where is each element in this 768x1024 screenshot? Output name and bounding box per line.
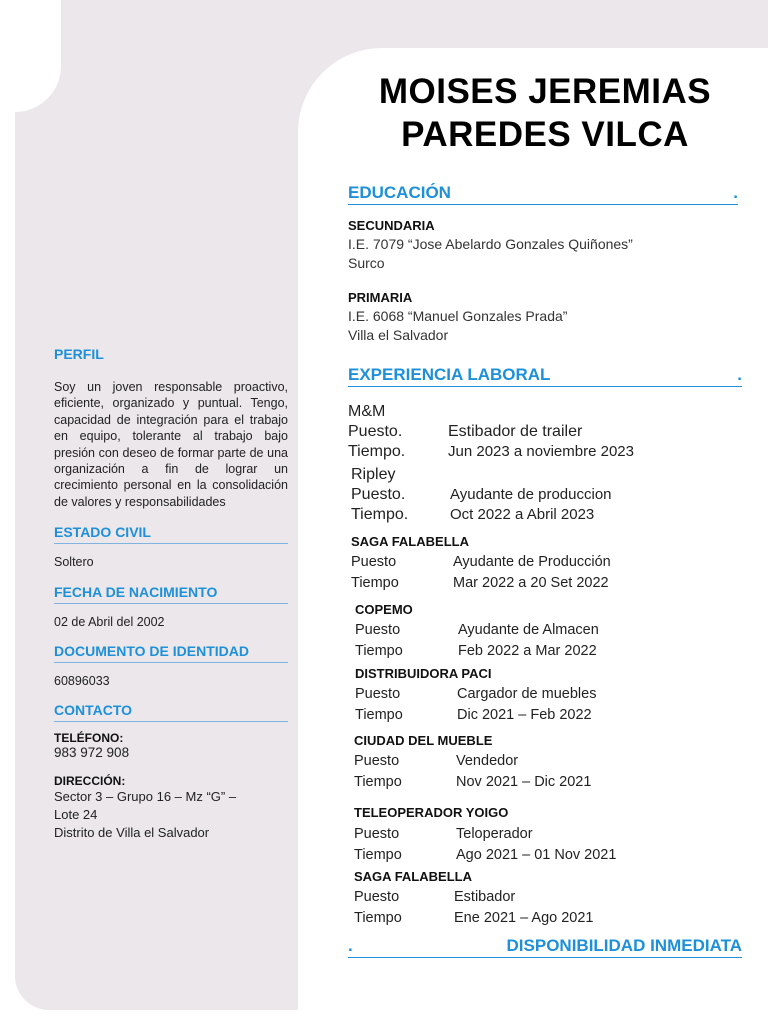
contacto-heading: CONTACTO [54,702,288,722]
sidebar [54,346,288,842]
availability-lead: . [348,936,353,955]
documento-value: 60896033 [54,674,110,689]
job-puesto-value: Teloperador [456,826,533,842]
job-puesto-value: Ayudante de produccion [450,486,612,503]
job-tiempo-label: Tiempo [355,707,403,723]
telefono-value: 983 972 908 [54,745,130,761]
experience-title: EXPERIENCIA LABORAL [348,365,551,384]
direccion-line-3: Distrito de Villa el Salvador [54,824,210,840]
job-tiempo-value: Ene 2021 – Ago 2021 [454,910,594,926]
education-level-2: PRIMARIA [348,290,413,305]
job-company: CIUDAD DEL MUEBLE [354,733,493,748]
job-tiempo-label: Tiempo [354,910,402,926]
job-tiempo-value: Ago 2021 – 01 Nov 2021 [456,847,617,863]
job-tiempo-label: Tiempo [355,643,403,659]
availability-title: DISPONIBILIDAD INMEDIATA [506,936,742,955]
job-puesto-label: Puesto [355,622,401,638]
job-puesto-value: Ayudante de Almacen [458,622,599,638]
job-puesto-label: Puesto [355,686,401,702]
job-tiempo-value: Dic 2021 – Feb 2022 [457,707,592,723]
job-puesto-value: Estibador de trailer [448,423,583,440]
job-company: SAGA FALABELLA [351,534,469,549]
estado-civil-value: Soltero [54,555,94,570]
direccion-line-1: Sector 3 – Grupo 16 – Mz “G” – [54,788,237,804]
name-line-1: MOISES JEREMIAS [378,72,712,111]
job-tiempo-label: Tiempo. [351,506,409,523]
education-level-1: SECUNDARIA [348,218,435,233]
education-heading [348,183,738,205]
perfil-heading: PERFIL [54,346,104,362]
perfil-text: Soy un joven responsable proactivo, eficiente, organizado y puntual. Tengo, capacidad de integración para el trabajo en equipo, tolerante al trabajo bajo presión con deseo de formar parte de una organización a fin de lograr un crecimiento personal en la consolidación de valores y responsabilidades [54,380,288,509]
job-company: TELEOPERADOR YOIGO [354,805,509,820]
job-tiempo-value: Mar 2022 a 20 Set 2022 [453,575,609,591]
experience-trail: . [737,365,742,384]
education-school-1: I.E. 7079 “Jose Abelardo Gonzales Quiñones” [348,236,633,252]
job-tiempo-value: Nov 2021 – Dic 2021 [456,774,592,790]
job-tiempo-label: Tiempo [351,575,399,591]
estado-civil-heading: ESTADO CIVIL [54,524,288,544]
job-tiempo-value: Oct 2022 a Abril 2023 [450,506,595,523]
availability-heading [348,936,742,958]
telefono-label: TELÉFONO: [54,731,124,746]
job-tiempo-label: Tiempo. [348,443,406,460]
job-company: M&M [348,403,386,420]
job-puesto-value: Cargador de muebles [457,686,597,702]
job-puesto-label: Puesto. [351,486,406,503]
job-puesto-label: Puesto [354,826,400,842]
direccion-line-2: Lote 24 [54,806,98,822]
job-tiempo-value: Jun 2023 a noviembre 2023 [448,443,634,460]
education-place-2: Villa el Salvador [348,327,449,343]
education-trail: . [733,183,738,202]
job-puesto-label: Puesto [354,889,400,905]
job-puesto-label: Puesto. [348,423,403,440]
education-place-1: Surco [348,255,385,271]
direccion-label: DIRECCIÓN: [54,773,126,788]
fecha-nacimiento-heading: FECHA DE NACIMIENTO [54,584,288,604]
job-company: DISTRIBUIDORA PACI [355,666,492,681]
job-puesto-value: Vendedor [456,753,519,769]
job-tiempo-label: Tiempo [354,847,402,863]
job-puesto-value: Estibador [454,889,516,905]
job-puesto-label: Puesto [351,554,397,570]
job-puesto-value: Ayudante de Producción [453,554,611,570]
experience-heading [348,365,742,387]
job-tiempo-value: Feb 2022 a Mar 2022 [458,643,597,659]
education-school-2: I.E. 6068 “Manuel Gonzales Prada” [348,308,568,324]
candidate-name [330,70,760,156]
job-company: COPEMO [355,602,413,617]
education-title: EDUCACIÓN [348,183,451,202]
fecha-nacimiento-value: 02 de Abril del 2002 [54,614,165,629]
job-company: SAGA FALABELLA [354,869,472,884]
documento-heading: DOCUMENTO DE IDENTIDAD [54,643,288,663]
job-puesto-label: Puesto [354,753,400,769]
name-line-2: PAREDES VILCA [401,115,689,154]
job-tiempo-label: Tiempo [354,774,402,790]
job-company: Ripley [351,466,396,483]
